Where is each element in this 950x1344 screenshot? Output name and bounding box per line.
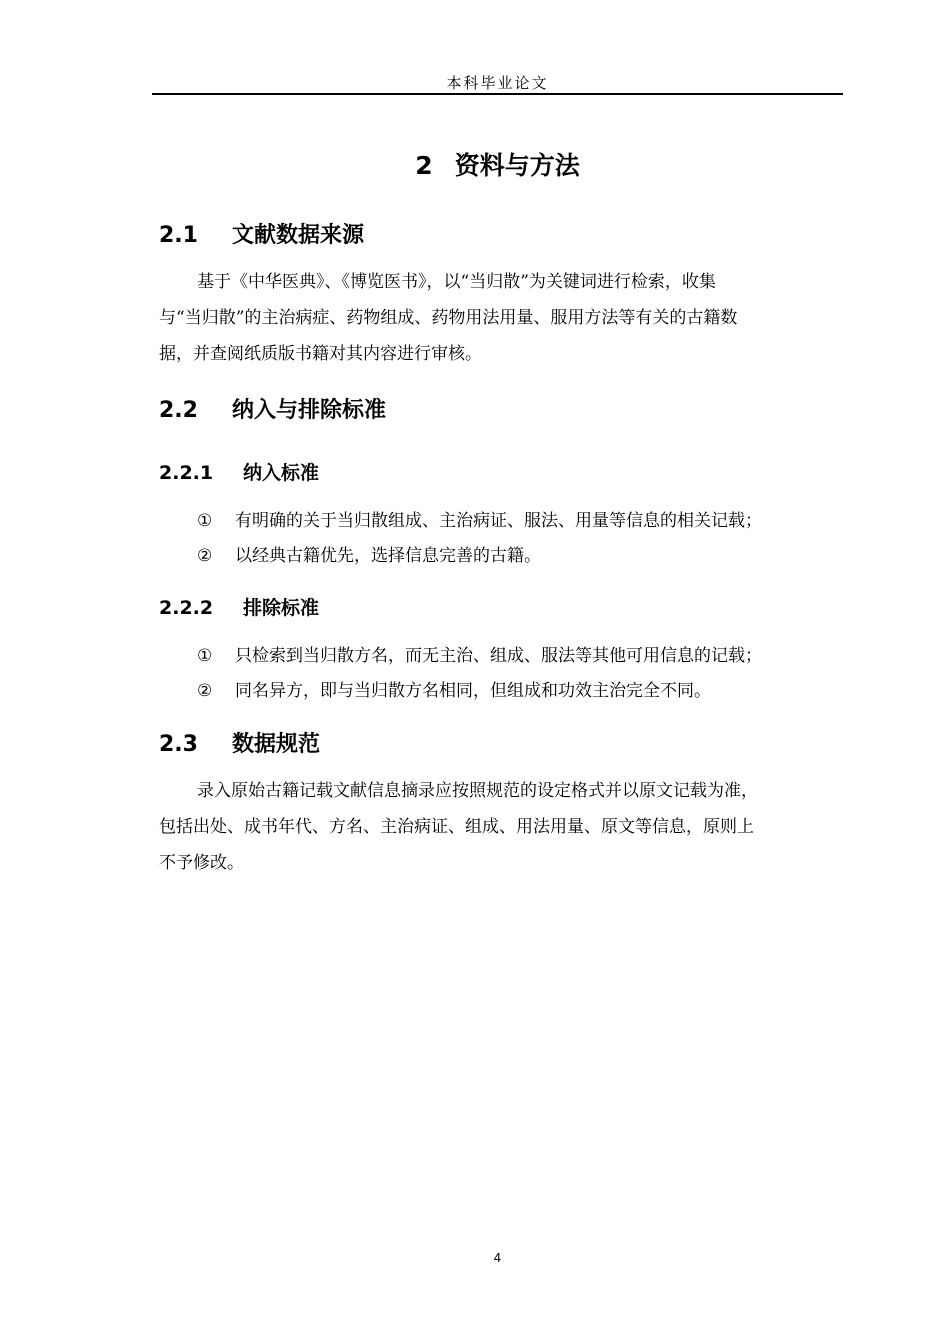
list-marker: ①	[197, 511, 213, 531]
list-item-text: 以经典古籍优先，选择信息完善的古籍。	[235, 546, 541, 566]
section-heading-2-3	[159, 727, 320, 758]
header-divider	[152, 93, 843, 95]
subsection-title: 纳入标准	[243, 462, 320, 484]
list-item-text: 只检索到当归散方名，而无主治、组成、服法等其他可用信息的记载；	[235, 646, 762, 666]
chapter-title	[152, 146, 843, 182]
section-title: 纳入与排除标准	[232, 398, 387, 423]
section-number: 2.2	[159, 398, 198, 423]
section-heading-2-1	[159, 218, 364, 249]
section-title: 文献数据来源	[232, 223, 365, 248]
subsection-heading-2-2-2	[159, 593, 319, 620]
chapter-title-text: 资料与方法	[454, 151, 580, 180]
paragraph-line: 基于《中华医典》、《博览医书》，以“当归散”为关键词进行检索，收集	[197, 272, 716, 292]
section-number: 2.3	[159, 732, 198, 757]
subsection-title: 排除标准	[243, 597, 320, 619]
subsection-number: 2.2.1	[159, 462, 214, 484]
list-marker: ②	[197, 681, 213, 701]
subsection-number: 2.2.2	[159, 597, 214, 619]
section-number: 2.1	[159, 223, 198, 248]
paragraph-line: 据，并查阅纸质版书籍对其内容进行审核。	[159, 344, 482, 364]
list-marker: ①	[197, 646, 213, 666]
page-header-title: 本科毕业论文	[446, 74, 549, 92]
list-item	[197, 544, 541, 568]
list-item	[197, 644, 762, 668]
paragraph-line: 与“当归散”的主治病症、药物组成、药物用法用量、服用方法等有关的古籍数	[159, 308, 738, 328]
paragraph-data-source	[159, 264, 839, 372]
section-title: 数据规范	[232, 732, 321, 757]
list-item-text: 同名异方，即与当归散方名相同，但组成和功效主治完全不同。	[235, 681, 711, 701]
list-marker: ②	[197, 546, 213, 566]
paragraph-line: 不予修改。	[159, 853, 244, 873]
paragraph-line: 包括出处、成书年代、方名、主治病证、组成、用法用量、原文等信息，原则上	[159, 817, 754, 837]
section-heading-2-2	[159, 393, 386, 424]
paragraph-data-spec	[159, 773, 839, 881]
page-number: 4	[493, 1251, 502, 1265]
subsection-heading-2-2-1	[159, 458, 319, 485]
chapter-number: 2	[415, 151, 433, 180]
list-item	[197, 679, 711, 703]
list-item-text: 有明确的关于当归散组成、主治病证、服法、用量等信息的相关记载；	[235, 511, 762, 531]
list-item	[197, 509, 762, 533]
paragraph-line: 录入原始古籍记载文献信息摘录应按照规范的设定格式并以原文记载为准，	[197, 781, 758, 801]
